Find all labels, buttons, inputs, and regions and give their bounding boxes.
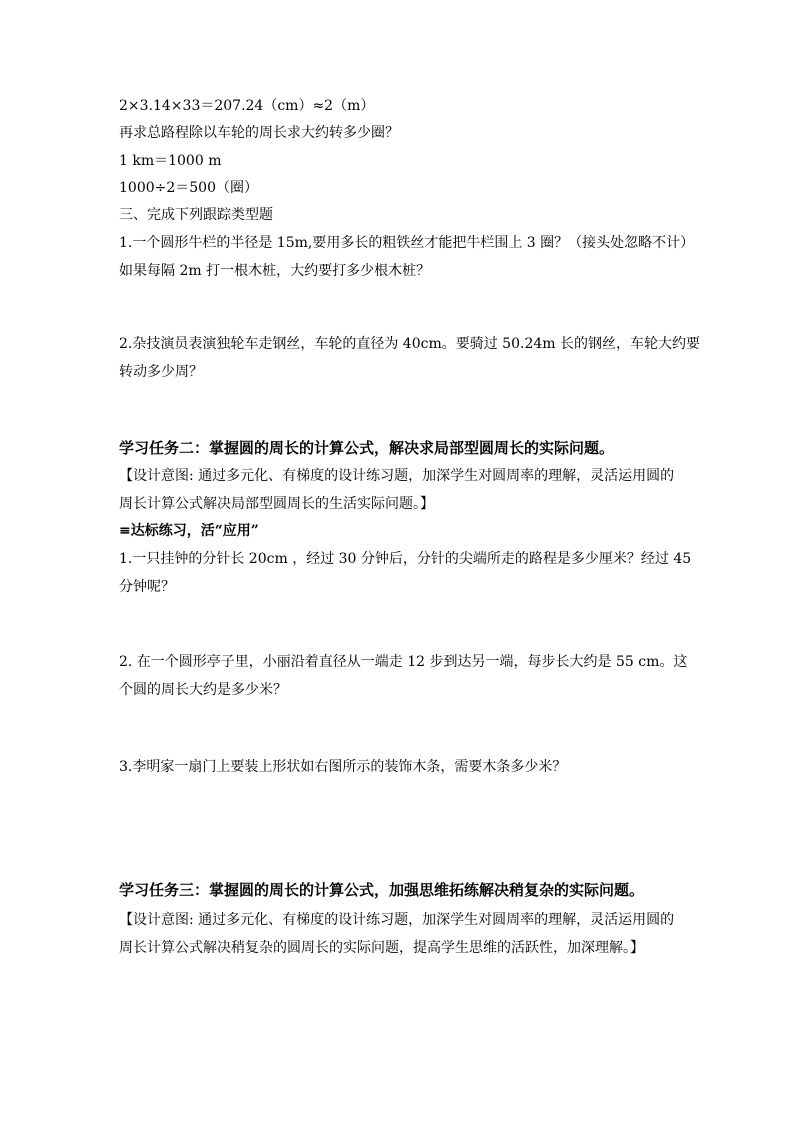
instruction-total-distance: 再求总路程除以车轮的周长求大约转多少圈？ — [119, 125, 399, 141]
practice-subheading: ≡达标练习，活“应用” — [119, 523, 259, 539]
practice-1-line-1: 1.一只挂钟的分针长 20cm ，经过 30 分钟后，分针的尖端所走的路程是多少厘米？经过 45 — [119, 551, 692, 567]
task-three-design-intent-1: 【设计意图: 通过多元化、有梯度的设计练习题，加深学生对圆周率的理解，灵活运用圆的 — [119, 912, 675, 928]
practice-2-line-2: 个圆的周长大约是多少米？ — [119, 682, 287, 698]
calc-circumference: 2×3.14×33＝207.24（cm）≈2（m） — [119, 98, 375, 114]
task-three-design-intent-2: 周长计算公式解决稍复杂的圆周长的实际问题，提高学生思维的活跃性，加深理解。】 — [119, 940, 644, 956]
task-two-design-intent-2: 周长计算公式解决局部型圆周长的生活实际问题。】 — [119, 496, 434, 512]
problem-1-line-1: 1.一个圆形牛栏的半径是 15m,要用多长的粗铁丝才能把牛栏围上 3 圈？（接头处忽略不计） — [119, 235, 695, 251]
problem-2-line-2: 转动多少周？ — [119, 364, 203, 380]
problem-1-line-2: 如果每隔 2m 打一根木桩，大约要打多少根木桩？ — [119, 263, 431, 279]
practice-1-line-2: 分钟呢？ — [119, 579, 175, 595]
task-three-heading: 学习任务三：掌握圆的周长的计算公式，加强思维拓练解决稍复杂的实际问题。 — [119, 881, 645, 899]
unit-conversion: 1 km＝1000 m — [119, 153, 222, 169]
practice-2-line-1: 2. 在一个圆形亭子里，小丽沿着直径从一端走 12 步到达另一端，每步长大约是 55 cm。这 — [119, 654, 688, 670]
task-two-heading: 学习任务二：掌握圆的周长的计算公式，解决求局部型圆周长的实际问题。 — [119, 439, 615, 457]
problem-2-line-1: 2.杂技演员表演独轮车走钢丝，车轮的直径为 40cm。要骑过 50.24m 长的钢丝，车轮大约要 — [119, 336, 700, 352]
calc-turns: 1000÷2＝500（圈） — [119, 180, 258, 196]
practice-3-line-1: 3.李明家一扇门上要装上形状如右图所示的装饰木条，需要木条多少米？ — [119, 759, 567, 775]
section-three-title: 三、完成下列跟踪类型题 — [119, 207, 273, 223]
task-two-design-intent-1: 【设计意图: 通过多元化、有梯度的设计练习题，加深学生对圆周率的理解，灵活运用圆的 — [119, 468, 675, 484]
